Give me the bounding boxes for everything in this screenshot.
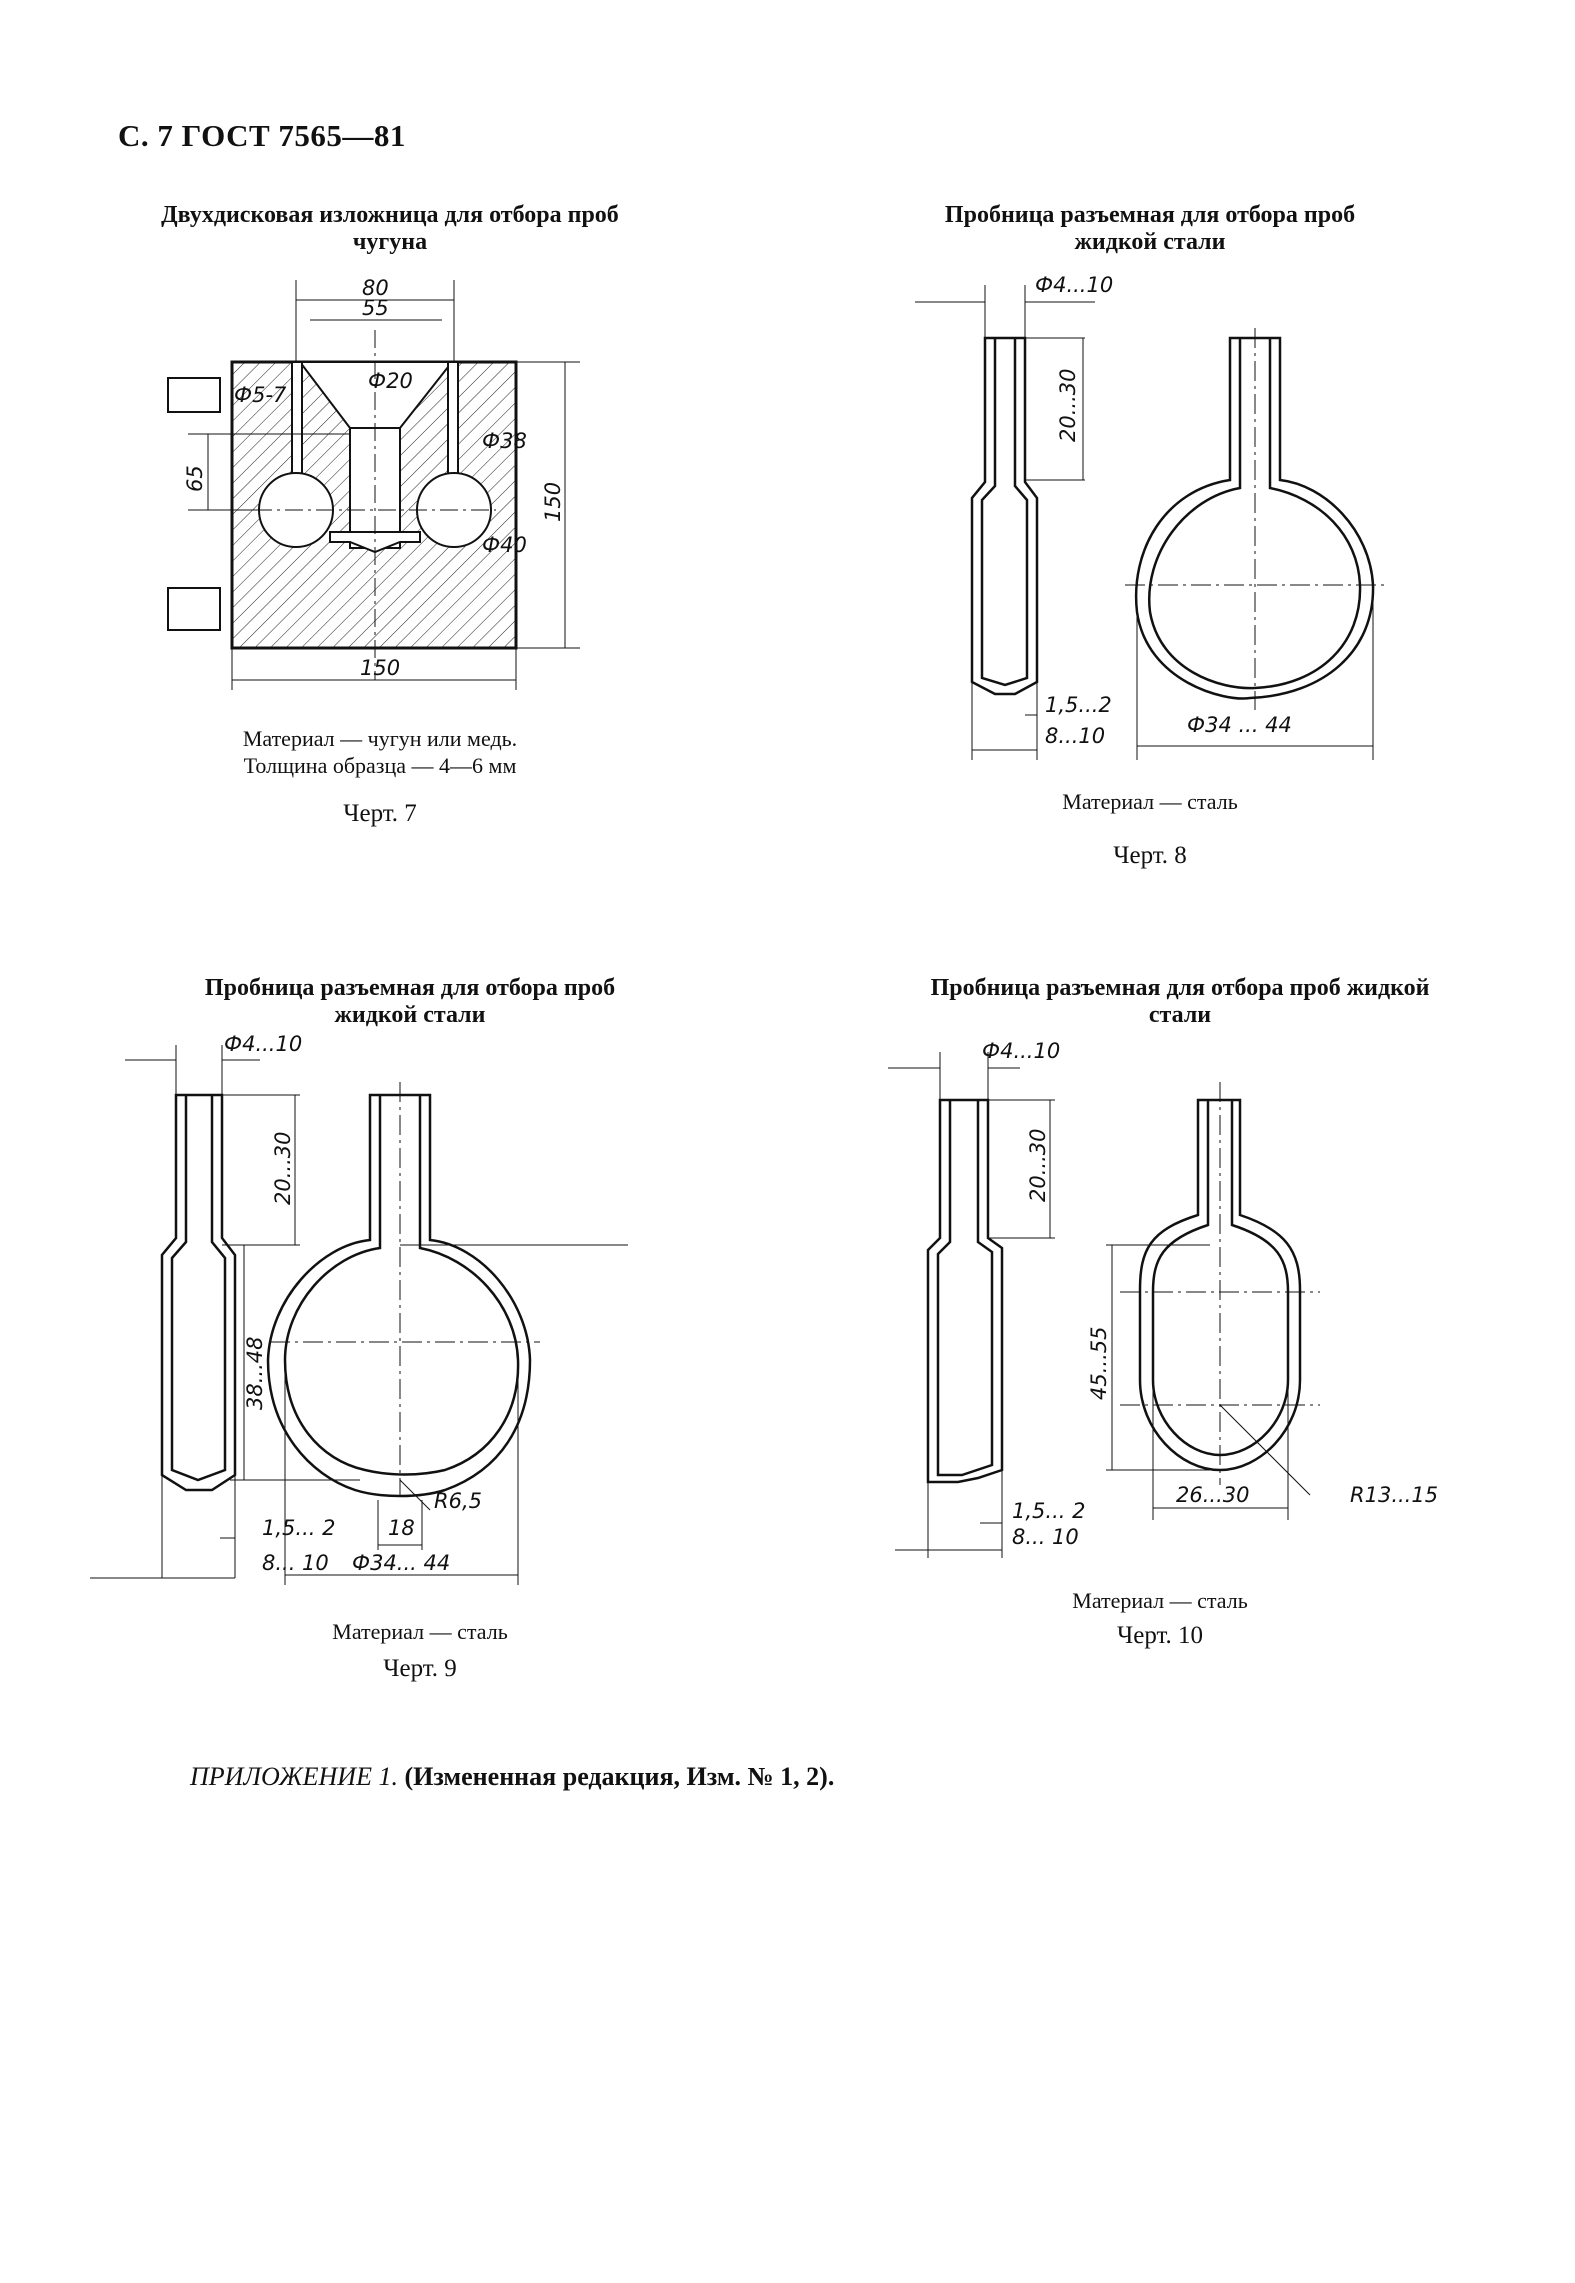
page-header: С. 7 ГОСТ 7565—81 — [118, 118, 406, 153]
fig7-dim-phi20: Ф20 — [368, 369, 413, 393]
fig8-dim-phi34-44: Ф34 ... 44 — [1187, 713, 1292, 737]
fig8-dim-1-5-2: 1,5...2 — [1045, 693, 1112, 717]
figure-7-caption-line1: Материал — чугун или медь. — [242, 726, 518, 751]
figure-8-title-line2: жидкой стали — [1074, 229, 1226, 255]
figure-10-title — [880, 975, 1480, 1029]
figure-9-title-line2: жидкой стали — [334, 1002, 486, 1028]
fig7-dim-150-horizontal: 150 — [360, 656, 401, 680]
figure-9-label: Черт. 9 — [383, 1655, 457, 1682]
fig10-dim-1-5-2: 1,5... 2 — [1012, 1499, 1086, 1523]
figure-9-title — [100, 975, 720, 1029]
fig9-dim-phi34-44: Ф34... 44 — [352, 1551, 451, 1575]
figure-8-label: Черт. 8 — [1113, 842, 1187, 869]
appendix-note-text: (Измененная редакция, Изм. № 1, 2). — [404, 1762, 835, 1791]
figure-10-label: Черт. 10 — [1116, 1622, 1204, 1649]
figure-7-caption — [100, 725, 660, 779]
figure-10-title-line2: стали — [1148, 1002, 1212, 1028]
fig10-dim-8-10: 8... 10 — [1012, 1525, 1079, 1549]
appendix-note-label: ПРИЛОЖЕНИЕ 1. — [190, 1762, 398, 1791]
lug-bottom — [168, 588, 220, 630]
figure-7-caption-line2: Толщина образца — 4—6 мм — [243, 753, 517, 778]
figure-7-title — [80, 202, 700, 256]
figure-8-title — [850, 202, 1450, 256]
fig9-dim-r6-5: R6,5 — [434, 1489, 482, 1513]
fig10-dim-26-30: 26...30 — [1176, 1483, 1250, 1507]
fig9-dim-18: 18 — [388, 1516, 415, 1540]
fig10-dim-phi4-10: Ф4...10 — [982, 1039, 1061, 1063]
figure-8-title-line1: Пробница разъемная для отбора проб — [944, 202, 1356, 228]
fig7-dim-80: 80 — [362, 276, 389, 300]
fig7-dim-phi40: Ф40 — [482, 533, 527, 557]
figure-9-title-line1: Пробница разъемная для отбора проб — [204, 975, 616, 1001]
figure-9-caption: Материал — сталь — [332, 1619, 508, 1644]
fig10-dim-r13-15: R13...15 — [1350, 1483, 1439, 1507]
figure-10-drawing — [880, 1030, 1440, 1570]
fig9-dim-8-10: 8... 10 — [262, 1551, 329, 1575]
fig10-dim-20-30: 20...30 — [1026, 1128, 1050, 1202]
figure-7-label: Черт. 7 — [343, 800, 417, 827]
figure-8-caption: Материал — сталь — [1062, 789, 1238, 814]
fig7-dim-150-vertical: 150 — [541, 481, 565, 522]
lug-top — [168, 378, 220, 412]
fig7-dim-phi38: Ф38 — [482, 429, 527, 453]
figure-9-drawing — [120, 1030, 720, 1590]
fig8-dim-8-10: 8...10 — [1045, 724, 1106, 748]
fig8-dim-20-30: 20...30 — [1056, 368, 1080, 442]
fig9-dim-20-30: 20...30 — [271, 1131, 295, 1205]
fig10-dim-45-55: 45...55 — [1087, 1326, 1111, 1400]
figure-7-drawing — [150, 270, 590, 700]
fig7-dim-phi5-7: Ф5-7 — [234, 383, 287, 407]
fig9-dim-1-5-2: 1,5... 2 — [262, 1516, 336, 1540]
fig9-dim-38-48: 38...48 — [243, 1336, 267, 1410]
figure-7-title-line2: чугуна — [352, 229, 428, 255]
fig8-dim-phi4-10: Ф4...10 — [1035, 273, 1114, 297]
figure-7-title-line1: Двухдисковая изложница для отбора проб — [161, 202, 619, 228]
figure-8-drawing — [925, 270, 1385, 760]
appendix-note — [190, 1762, 834, 1792]
fig9-dim-phi4-10: Ф4...10 — [224, 1032, 303, 1056]
figure-10-caption: Материал — сталь — [1072, 1588, 1248, 1613]
figure-10-title-line1: Пробница разъемная для отбора проб жидкой — [930, 975, 1430, 1001]
fig7-dim-65: 65 — [183, 465, 207, 492]
fig7-dim-55: 55 — [362, 296, 389, 320]
